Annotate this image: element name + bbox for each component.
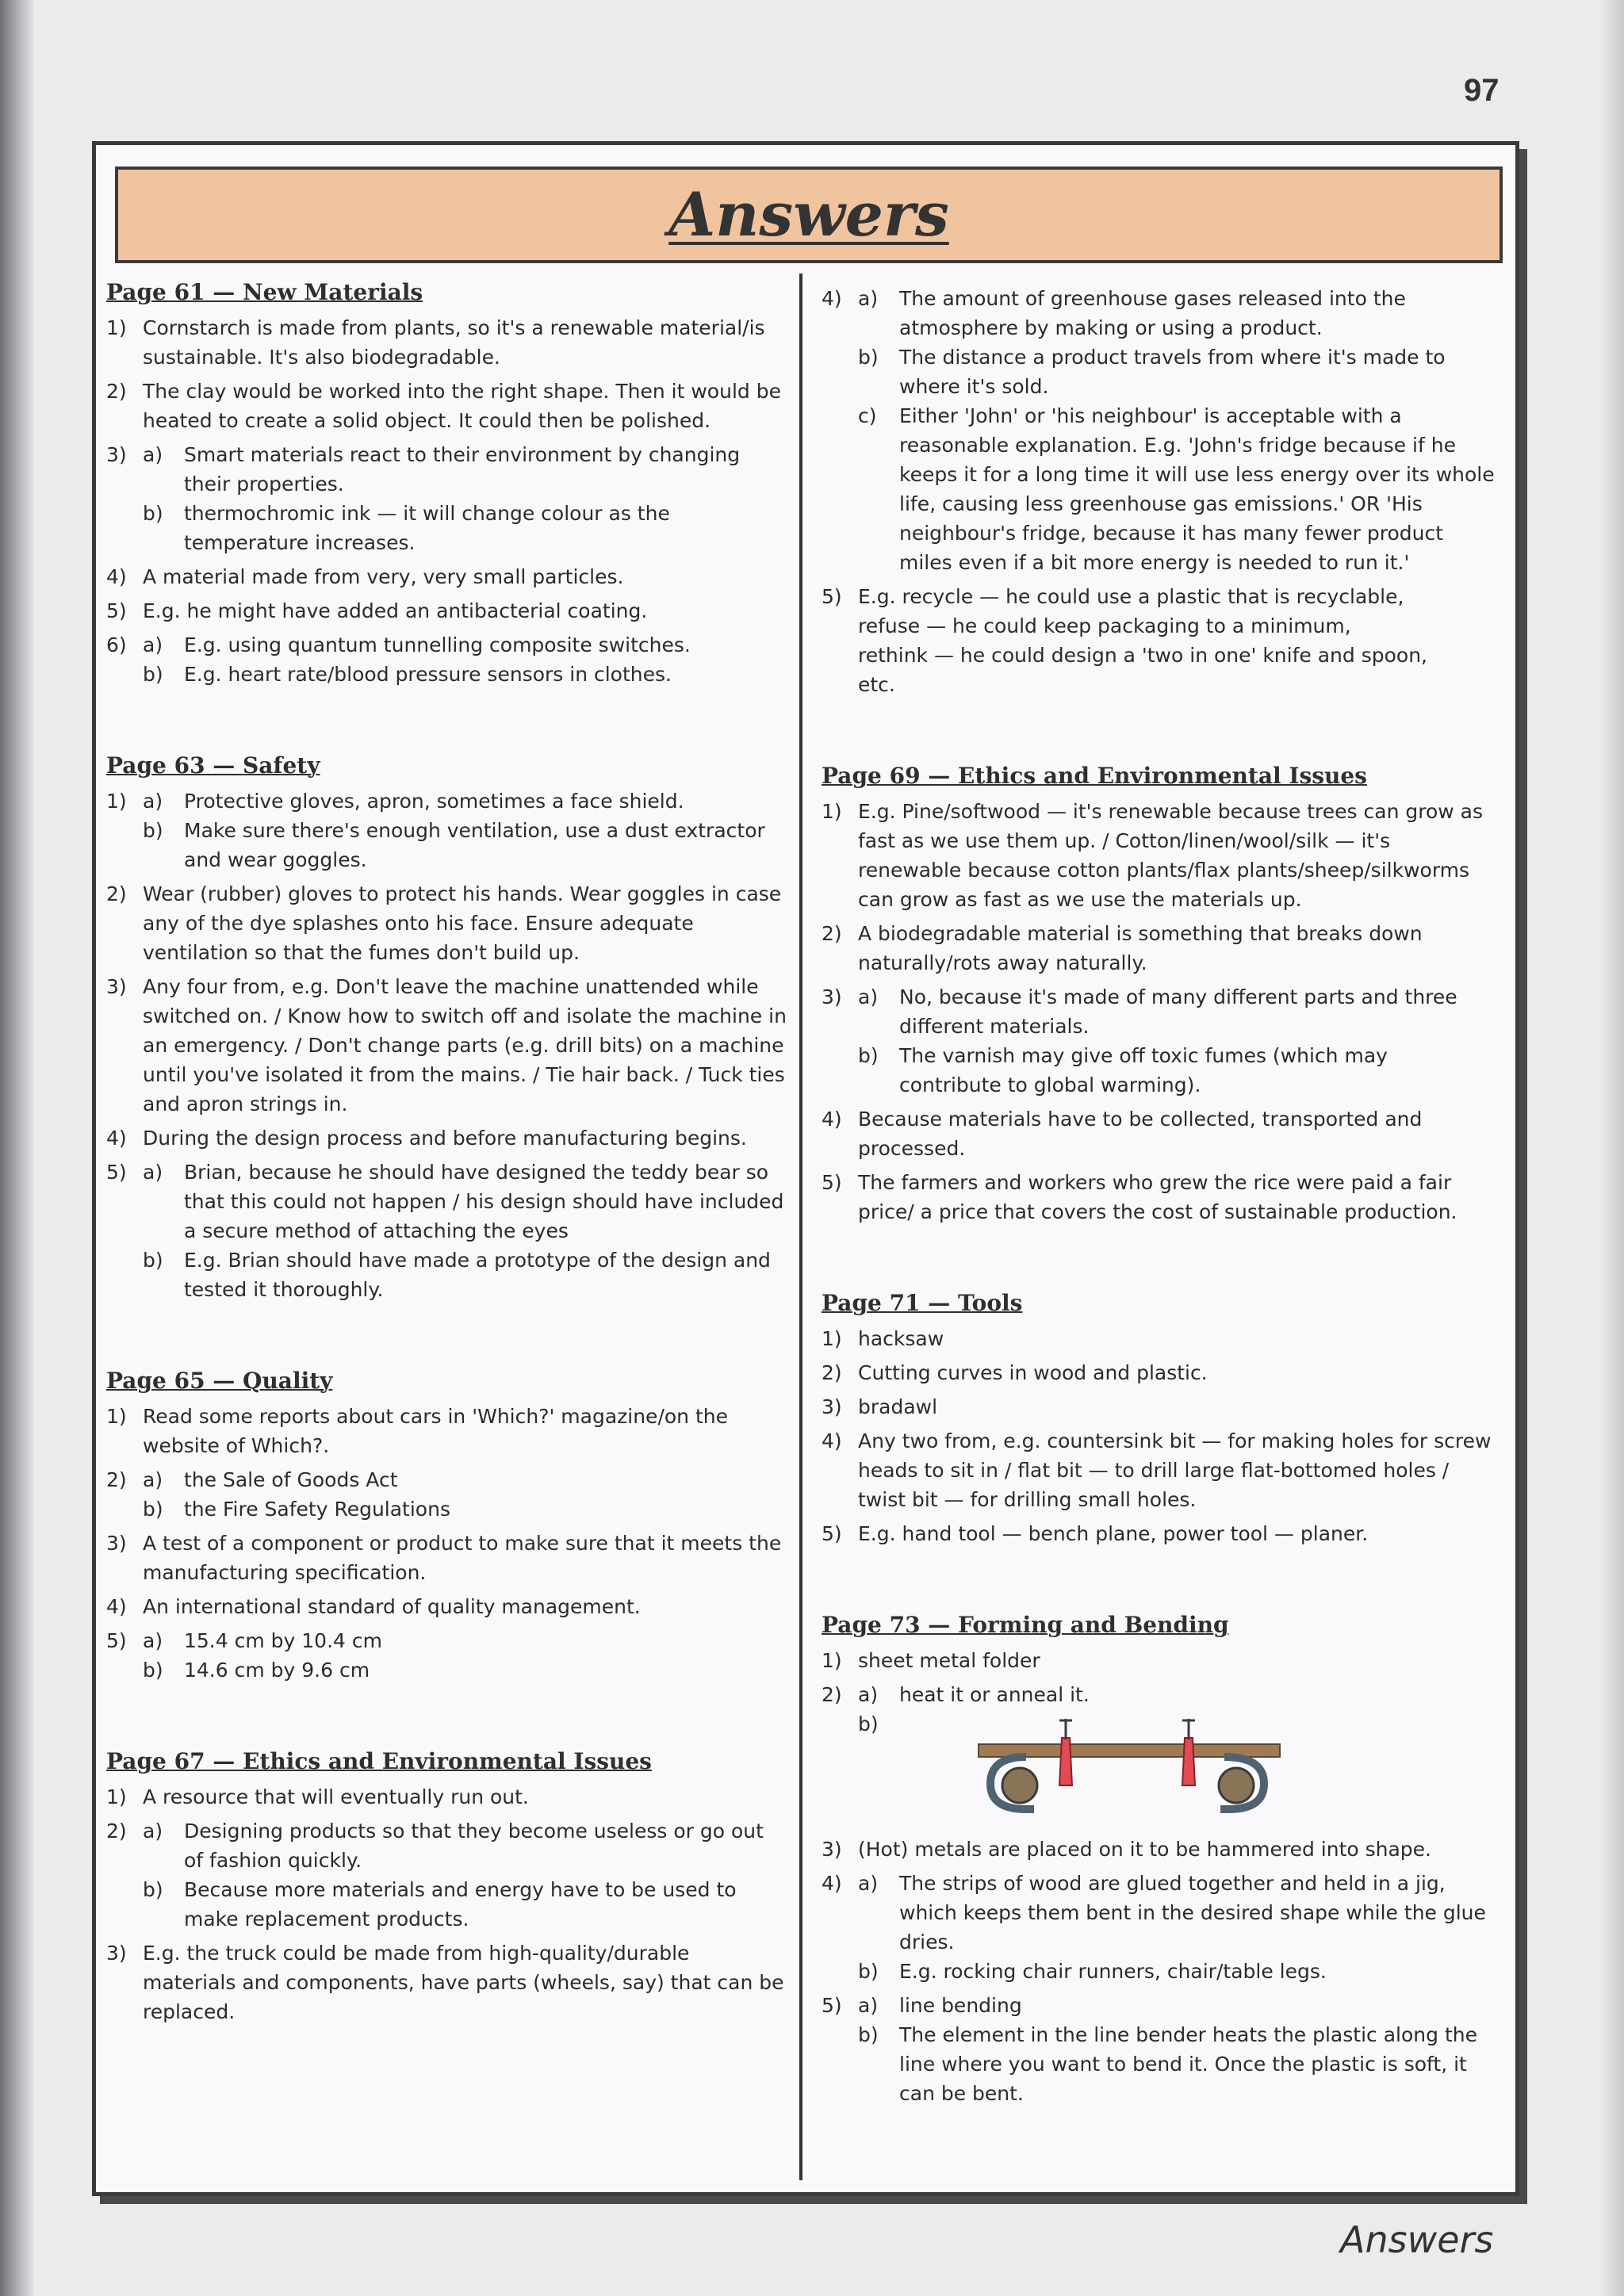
- sub-answer: [143, 660, 788, 689]
- question-number: 4): [106, 565, 127, 588]
- answer-text: E.g. the truck could be made from high-quality/durable materials and components, have parts (wheels, say) that can be replaced.: [143, 1942, 784, 2023]
- sub-answer-text: E.g. rocking chair runners, chair/table legs.: [899, 1960, 1327, 1983]
- question-number: 2): [106, 882, 127, 905]
- sub-label: b): [858, 1044, 879, 1067]
- answer-item: [106, 1592, 788, 1621]
- answer-line: rethink — he could design a 'two in one' knife and spoon,: [858, 644, 1427, 667]
- question-number: 5): [822, 1171, 842, 1194]
- bending-jig-diagram: [971, 1714, 1288, 1817]
- question-number: 6): [106, 633, 127, 656]
- answer-item: [106, 786, 788, 874]
- sub-answer: [143, 630, 788, 660]
- sub-answer-text: Smart materials react to their environment by changing their properties.: [184, 443, 741, 496]
- answer-item: [822, 1358, 1496, 1387]
- sub-answer: [858, 982, 1496, 1041]
- sub-label: b): [143, 819, 163, 842]
- answer-item: [106, 1782, 788, 1812]
- sub-answer: [143, 1626, 788, 1655]
- sub-label: c): [858, 404, 877, 427]
- sub-answer: [143, 786, 788, 816]
- answer-item: [106, 562, 788, 591]
- sub-answer-text: E.g. heart rate/blood pressure sensors in clothes.: [184, 663, 672, 686]
- answer-section: [106, 1366, 788, 1685]
- page-title: Answers: [668, 179, 949, 250]
- sub-label: a): [858, 1994, 879, 2017]
- answer-item: [106, 1529, 788, 1587]
- answer-item: [822, 1646, 1496, 1675]
- sub-label: b): [858, 346, 879, 369]
- sub-answer: [143, 1875, 788, 1934]
- sub-label: a): [143, 1468, 163, 1491]
- answer-text: (Hot) metals are placed on it to be hammered into shape.: [858, 1838, 1431, 1861]
- question-number: 5): [822, 1994, 842, 2017]
- sub-answer: [143, 1246, 788, 1304]
- sub-answer-text: line bending: [899, 1994, 1022, 2017]
- sub-label: a): [143, 790, 163, 813]
- sub-answer: [143, 499, 788, 557]
- question-number: 4): [822, 1872, 842, 1895]
- answer-item: [822, 1392, 1496, 1422]
- answer-text: sheet metal folder: [858, 1649, 1040, 1672]
- question-number: 4): [106, 1595, 127, 1618]
- sub-label: a): [143, 633, 163, 656]
- sub-answer-text: The strips of wood are glued together and held in a jig, which keeps them bent in the desired shape while the glue dries.: [899, 1872, 1486, 1954]
- sub-label: b): [143, 502, 163, 525]
- question-number: 3): [106, 975, 127, 998]
- question-number: 5): [822, 585, 842, 608]
- answer-item: [822, 1835, 1496, 1864]
- sub-answer: [858, 1991, 1496, 2020]
- column-divider: [799, 274, 802, 2180]
- answer-item: [106, 630, 788, 689]
- question-number: 3): [106, 1532, 127, 1555]
- answer-item: [106, 596, 788, 626]
- sub-answer-text: Protective gloves, apron, sometimes a face shield.: [184, 790, 684, 813]
- sub-answer-text: The distance a product travels from where it's made to where it's sold.: [899, 346, 1446, 398]
- sub-label: b): [143, 1878, 163, 1901]
- sub-answer: [858, 342, 1496, 401]
- answer-item: [822, 1869, 1496, 1986]
- sub-label: b): [858, 1712, 879, 1735]
- answer-text: During the design process and before manufacturing begins.: [143, 1127, 747, 1150]
- sub-label: a): [143, 1629, 163, 1652]
- answer-section: [822, 761, 1496, 1226]
- sub-answer: [143, 1655, 788, 1685]
- sub-answer: [858, 1957, 1496, 1986]
- answer-section: [106, 1747, 788, 2026]
- answer-item: [106, 1626, 788, 1685]
- sub-answer-text: the Fire Safety Regulations: [184, 1498, 450, 1521]
- question-number: 1): [106, 316, 127, 339]
- answer-text: A biodegradable material is something that breaks down naturally/rots away naturally.: [858, 922, 1423, 974]
- sub-label: a): [858, 1872, 879, 1895]
- page-edge-shadow: [1600, 0, 1624, 2296]
- question-number: 3): [106, 443, 127, 466]
- sub-answer-text: E.g. Brian should have made a prototype of the design and tested it thoroughly.: [184, 1249, 771, 1301]
- question-number: 4): [106, 1127, 127, 1150]
- answer-section: [106, 751, 788, 1304]
- answer-text: An international standard of quality management.: [143, 1595, 641, 1618]
- sub-answer: [143, 1494, 788, 1524]
- sub-answer-text: The amount of greenhouse gases released into the atmosphere by making or using a product.: [899, 287, 1406, 339]
- sub-answer-text: heat it or anneal it.: [899, 1683, 1090, 1706]
- section-heading: Page 65 — Quality: [106, 1368, 333, 1394]
- sub-answer: [858, 1041, 1496, 1100]
- sub-answer-text: thermochromic ink — it will change colour as the temperature increases.: [184, 502, 670, 554]
- section-heading: Page 71 — Tools: [822, 1290, 1023, 1316]
- answer-text: bradawl: [858, 1395, 938, 1418]
- answer-item: [822, 1104, 1496, 1163]
- title-banner: [115, 166, 1503, 263]
- question-number: 5): [822, 1522, 842, 1545]
- question-number: 3): [822, 1838, 842, 1861]
- answer-item: [822, 1168, 1496, 1226]
- section-heading: Page 63 — Safety: [106, 752, 320, 779]
- answer-text: Wear (rubber) gloves to protect his hands. Wear goggles in case any of the dye splashes onto his face. Ensure adequate ventilation so that the fumes don't build up.: [143, 882, 782, 964]
- sub-label: a): [143, 1161, 163, 1184]
- question-number: 3): [822, 985, 842, 1008]
- answer-section: [822, 284, 1496, 699]
- page-binding-shadow: [0, 0, 33, 2296]
- sub-answer: [143, 440, 788, 499]
- sub-answer: [143, 816, 788, 874]
- answer-line: E.g. recycle — he could use a plastic that is recyclable,: [858, 585, 1404, 608]
- section-heading: Page 69 — Ethics and Environmental Issues: [822, 763, 1367, 789]
- answer-item: [822, 797, 1496, 914]
- answer-text: Any four from, e.g. Don't leave the machine unattended while switched on. / Know how to switch off and isolate the machine in an emergency. / Don't change parts (e.g. drill bits) on a machine until you've isolated it from the mains. / Tie hair back. / Tuck ties and apron strings in.: [143, 975, 787, 1115]
- sub-answer: [143, 1158, 788, 1246]
- answer-text: The farmers and workers who grew the rice were paid a fair price/ a price that covers the cost of sustainable production.: [858, 1171, 1457, 1223]
- answer-line: etc.: [858, 673, 895, 696]
- sub-answer-text: E.g. using quantum tunnelling composite switches.: [184, 633, 691, 656]
- answer-text: Read some reports about cars in 'Which?' magazine/on the website of Which?.: [143, 1405, 728, 1457]
- sub-label: b): [143, 663, 163, 686]
- sub-answer-text: No, because it's made of many different parts and three different materials.: [899, 985, 1457, 1038]
- question-number: 1): [822, 1327, 842, 1350]
- answer-text: Cornstarch is made from plants, so it's a renewable material/is sustainable. It's also biodegradable.: [143, 316, 765, 369]
- question-number: 4): [822, 1429, 842, 1452]
- sub-answer-text: Because more materials and energy have to be used to make replacement products.: [184, 1878, 737, 1931]
- answer-item: [106, 879, 788, 967]
- answer-item: [822, 1519, 1496, 1548]
- question-number: 1): [822, 800, 842, 823]
- sub-answer: [143, 1816, 788, 1875]
- answer-item: [822, 1680, 1496, 1830]
- question-number: 2): [106, 1820, 127, 1843]
- sub-answer-text: 15.4 cm by 10.4 cm: [184, 1629, 382, 1652]
- answer-section: [106, 277, 788, 689]
- sub-answer: [143, 1465, 788, 1494]
- sub-label: a): [143, 1820, 163, 1843]
- answer-item: [106, 1938, 788, 2026]
- question-number: 1): [106, 1785, 127, 1808]
- answer-item: [106, 1402, 788, 1460]
- sub-label: a): [858, 287, 879, 310]
- question-number: 4): [822, 287, 842, 310]
- answer-item: [822, 284, 1496, 577]
- sub-answer-text: Either 'John' or 'his neighbour' is acceptable with a reasonable explanation. E.g. 'John's fridge because if he keeps it for a long time it will use less energy over its whole life, causing less greenhouse gas emissions.' OR 'His neighbour's fridge, because it has many fewer product miles even if a bit more energy is needed to run it.': [899, 404, 1495, 574]
- sub-label: a): [143, 443, 163, 466]
- sub-label: b): [858, 1960, 879, 1983]
- answer-section: [822, 1610, 1496, 2108]
- sub-answer: [858, 1709, 1496, 1830]
- sub-label: a): [858, 1683, 879, 1706]
- answer-text: E.g. hand tool — bench plane, power tool — planer.: [858, 1522, 1369, 1545]
- answer-text: E.g. Pine/softwood — it's renewable because trees can grow as fast as we use them up. / Cotton/linen/wool/silk — it's renewable because cotton plants/flax plants/sheep/silkworms can grow as fast as we use the materials up.: [858, 800, 1484, 911]
- answer-text: A material made from very, very small particles.: [143, 565, 624, 588]
- question-number: 5): [106, 1161, 127, 1184]
- question-number: 2): [106, 1468, 127, 1491]
- question-number: 1): [106, 1405, 127, 1428]
- sub-answer: [858, 284, 1496, 342]
- answer-text: A test of a component or product to make sure that it meets the manufacturing specification.: [143, 1532, 782, 1584]
- page-number: 97: [1464, 73, 1500, 108]
- answer-item: [106, 1123, 788, 1153]
- question-number: 4): [822, 1108, 842, 1131]
- question-number: 3): [106, 1942, 127, 1965]
- answer-item: [822, 1991, 1496, 2108]
- sub-answer-text: Designing products so that they become useless or go out of fashion quickly.: [184, 1820, 764, 1872]
- sub-label: b): [858, 2023, 879, 2046]
- question-number: 5): [106, 1629, 127, 1652]
- answer-text: The clay would be worked into the right shape. Then it would be heated to create a solid object. It could then be polished.: [143, 380, 781, 432]
- right-column: [822, 284, 1496, 2170]
- answer-text: hacksaw: [858, 1327, 944, 1350]
- sub-label: a): [858, 985, 879, 1008]
- answer-item: [106, 972, 788, 1119]
- question-number: 2): [822, 922, 842, 945]
- answer-text: E.g. he might have added an antibacterial coating.: [143, 599, 648, 622]
- sub-label: b): [143, 1659, 163, 1682]
- sub-answer: [858, 1869, 1496, 1957]
- question-number: 2): [822, 1683, 842, 1706]
- question-number: 3): [822, 1395, 842, 1418]
- sub-answer-text: The element in the line bender heats the plastic along the line where you want to bend it. Once the plastic is soft, it can be bent.: [899, 2023, 1477, 2105]
- question-number: 5): [106, 599, 127, 622]
- question-number: 2): [822, 1361, 842, 1384]
- answer-item: [822, 982, 1496, 1100]
- sub-answer-text: 14.6 cm by 9.6 cm: [184, 1659, 370, 1682]
- sub-answer-text: Brian, because he should have designed the teddy bear so that this could not happen / his design should have included a secure method of attaching the eyes: [184, 1161, 784, 1242]
- sub-answer: [858, 1680, 1496, 1709]
- answer-item: [106, 313, 788, 372]
- answer-item: [822, 1426, 1496, 1514]
- answer-item: [822, 582, 1496, 699]
- section-heading: Page 67 — Ethics and Environmental Issues: [106, 1748, 652, 1774]
- sub-answer-text: the Sale of Goods Act: [184, 1468, 398, 1491]
- answer-item: [106, 377, 788, 435]
- answer-item: [106, 1816, 788, 1934]
- answer-line: refuse — he could keep packaging to a minimum,: [858, 614, 1351, 637]
- answer-section: [822, 1288, 1496, 1548]
- section-heading: Page 73 — Forming and Bending: [822, 1612, 1229, 1638]
- answer-item: [822, 1324, 1496, 1353]
- question-number: 2): [106, 380, 127, 403]
- sub-answer-text: Make sure there's enough ventilation, use a dust extractor and wear goggles.: [184, 819, 765, 871]
- answer-text: Any two from, e.g. countersink bit — for making holes for screw heads to sit in / flat bit — to drill large flat-bottomed holes / twist bit — for drilling small holes.: [858, 1429, 1492, 1511]
- answer-item: [822, 919, 1496, 978]
- answer-item: [106, 1158, 788, 1304]
- answer-text: Cutting curves in wood and plastic.: [858, 1361, 1208, 1384]
- left-column: [106, 277, 788, 2088]
- footer-label: Answers: [1340, 2218, 1494, 2261]
- question-number: 1): [106, 790, 127, 813]
- question-number: 1): [822, 1649, 842, 1672]
- answer-item: [106, 1465, 788, 1524]
- answer-text: A resource that will eventually run out.: [143, 1785, 529, 1808]
- section-heading: Page 61 — New Materials: [106, 279, 423, 305]
- answer-item: [106, 440, 788, 557]
- answer-text: Because materials have to be collected, transported and processed.: [858, 1108, 1423, 1160]
- sub-label: b): [143, 1249, 163, 1272]
- sub-answer: [858, 401, 1496, 577]
- sub-label: b): [143, 1498, 163, 1521]
- sub-answer-text: The varnish may give off toxic fumes (which may contribute to global warming).: [899, 1044, 1388, 1096]
- sub-answer: [858, 2020, 1496, 2108]
